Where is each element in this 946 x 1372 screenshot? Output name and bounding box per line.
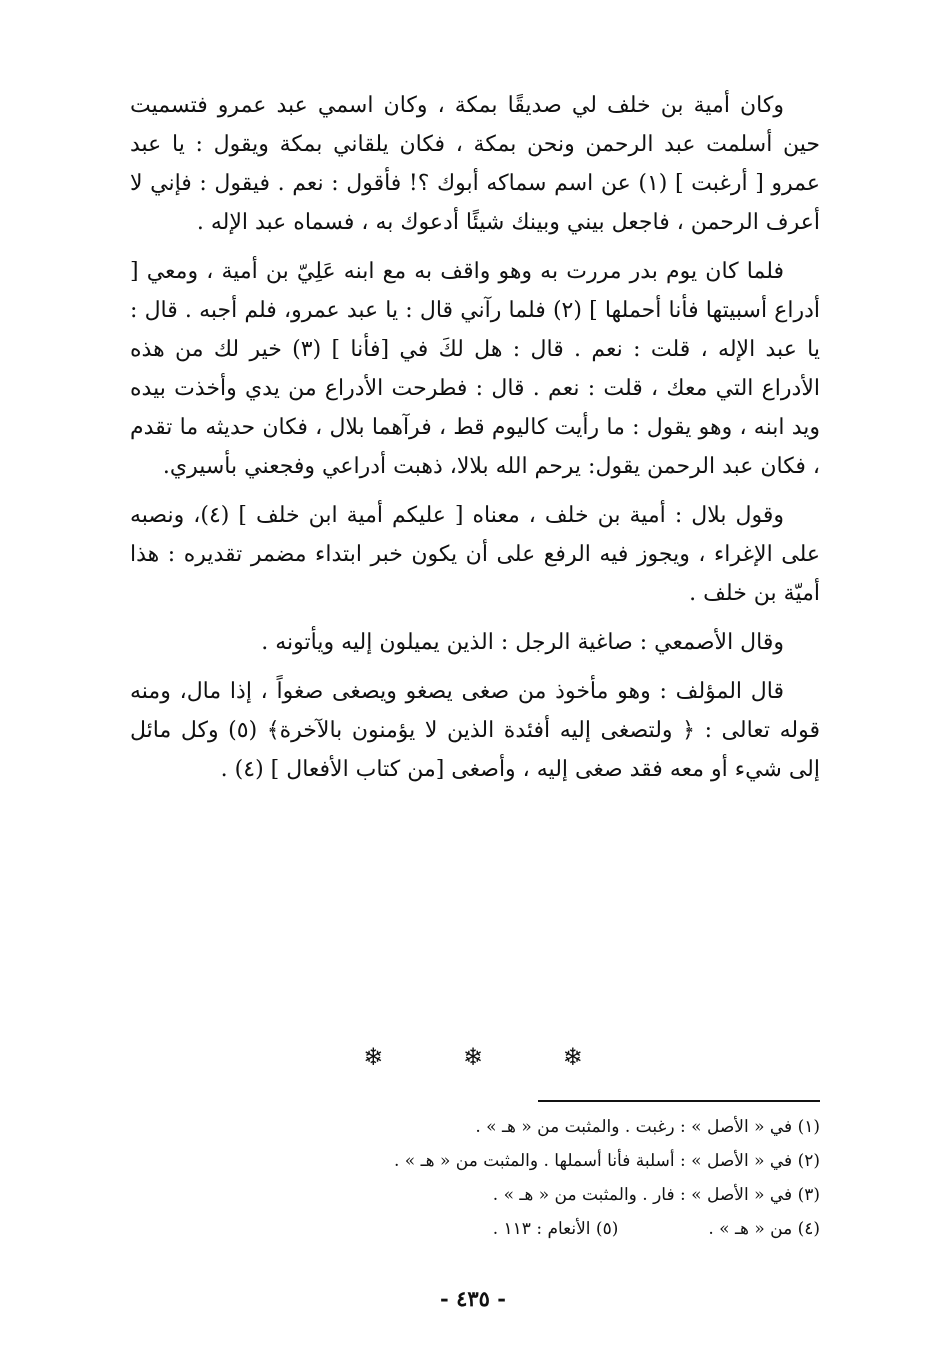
separator-star: ❄ xyxy=(363,1043,384,1071)
footnote-3: (٣) في « الأصل » : فار . والمثبت من « هـ » . xyxy=(492,1185,820,1205)
separator-star: ❄ xyxy=(462,1043,484,1071)
footnotes xyxy=(130,1110,820,1246)
book-page-body xyxy=(130,86,820,799)
paragraph-day-of-badr: فلما كان يوم بدر مررت به وهو واقف به مع ابنه عَلِيّ بن أمية ، ومعي [ أدراع أسبيتها فأنا أحملها ] (٢) فلما رآني قال : يا عبد عمرو، فلم أجبه . قال : يا عبد الإله ، قلت : نعم . قال : هل لكَ في [فأنا ] (٣) خير لك من هذه الأدراع التي معك ، قلت : نعم . قال : فطرحت الأدراع من يدي وأخذت بيده ويد ابنه ، وهو يقول : ما رأيت كاليوم قط ، فرآهما بلال ، فكان حديثه ما تقدم ، فكان عبد الرحمن يقول: يرحم الله بلالا، ذهبت أدراعي وفجعني بأسيري. xyxy=(130,259,820,479)
footnote-5: (٥) الأنعام : ١١٣ . xyxy=(492,1219,619,1239)
footnote-4: (٤) من « هـ » . xyxy=(708,1219,820,1239)
page-number: - ٤٣٥ - xyxy=(440,1286,506,1311)
footnote-2: (٢) في « الأصل » : أسلبة فأنا أسملها . والمثبت من « هـ » . xyxy=(393,1151,820,1171)
paragraph-umayya-friendship: وكان أمية بن خلف لي صديقًا بمكة ، وكان اسمي عبد عمرو فتسميت حين أسلمت عبد الرحمن ونحن بمكة ، فكان يلقاني بمكة ويقول : يا عبد عمرو [ أرغبت ] (١) عن اسم سماكه أبوك ؟! فأقول : نعم . فيقول : فإني لا أعرف الرحمن ، فاجعل بيني وبينك شيئًا أدعوك به ، فسماه عبد الإله . xyxy=(130,93,820,235)
footnote-divider xyxy=(538,1100,820,1102)
paragraph-bilal-saying: وقول بلال : أمية بن خلف ، معناه [ عليكم أمية ابن خلف ] (٤)، ونصبه على الإغراء ، ويجوز فيه الرفع على أن يكون خبر ابتداء مضمر تقديره : هذا أميّة بن خلف . xyxy=(130,503,820,606)
footnote-1: (١) في « الأصل » : رغبت . والمثبت من « هـ » . xyxy=(475,1117,820,1137)
footnote-4-5 xyxy=(130,1212,820,1246)
section-separator xyxy=(0,1043,946,1071)
separator-star: ❄ xyxy=(562,1043,583,1071)
paragraph-asmai: وقال الأصمعي : صاغية الرجل : الذين يميلون إليه ويأتونه . xyxy=(261,630,784,655)
paragraph-author-note: قال المؤلف : وهو مأخوذ من صغى يصغو ويصغى صغواً ، إذا مال، ومنه قوله تعالى : ﴿ ولتصغى إليه أفئدة الذين لا يؤمنون بالآخرة﴾ (٥) وكل مائل إلى شيء أو معه فقد صغى إليه ، وأصغى [من كتاب الأفعال ] (٤) . xyxy=(130,679,820,782)
